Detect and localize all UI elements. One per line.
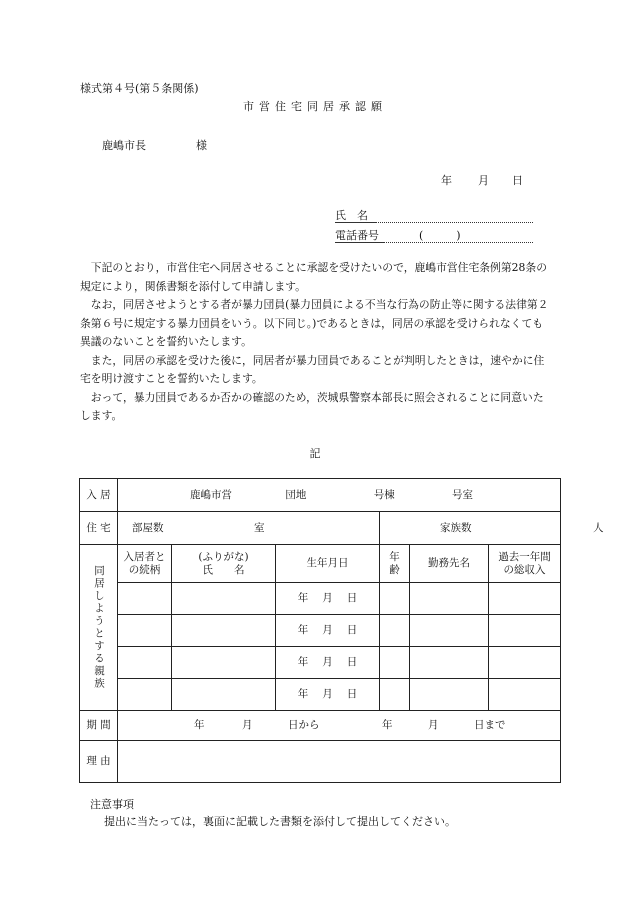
housing-label-2: 住 宅 (80, 512, 118, 545)
period-month-1: 月 (242, 719, 253, 731)
col-birth: 生年月日 (276, 545, 380, 583)
applicant-phone-paren: ( ) (419, 229, 461, 242)
period-until: 日まで (474, 719, 506, 731)
birth-cell[interactable]: 年 月 日 (276, 679, 380, 711)
applicant-name-label: 氏 名 (335, 209, 368, 222)
applicant-phone-field[interactable] (383, 242, 533, 243)
period-label: 期 間 (80, 711, 118, 741)
name-label-underline (335, 222, 375, 223)
date-year[interactable]: 年 (441, 174, 452, 187)
col-name (172, 545, 276, 583)
birth-cell[interactable]: 年 月 日 (276, 615, 380, 647)
body-paragraph-3: また，同居の承認を受けた後に，同居者が暴力団員であることが判明したときは，速やかに住宅を明け渡すことを誓約いたします。 (80, 353, 545, 385)
table-row (80, 583, 561, 615)
table-row (80, 615, 561, 647)
form-number: 様式第４号(第５条関係) (80, 82, 199, 95)
phone-label-underline (335, 242, 383, 243)
document-title: 市営住宅同居承認願 (243, 100, 387, 113)
col-name-label: 氏 名 (202, 563, 245, 576)
family-cell[interactable] (380, 512, 604, 545)
body-paragraph-1: 下記のとおり，市営住宅へ同居させることに承認を受けたいので，鹿嶋市営住宅条例第28条の規定により，関係書類を添付して申請します。 (80, 261, 547, 293)
housing-goto: 号棟 (373, 488, 395, 501)
period-cell[interactable] (118, 711, 561, 741)
body-paragraph-4: おって，暴力団員であるか否かの確認のため，茨城県警察本部長に照会されることに同意いたします。 (80, 390, 544, 422)
period-year-2: 年 (382, 719, 393, 731)
col-work: 勤務先名 (410, 545, 489, 583)
housing-address[interactable] (118, 479, 561, 512)
col-income: 過去一年間の総収入 (489, 545, 561, 583)
period-month-2: 月 (428, 719, 439, 731)
reason-field[interactable] (118, 741, 561, 783)
body-text (80, 259, 550, 426)
rooms-cell[interactable] (118, 512, 380, 545)
period-from: 日から (288, 719, 320, 731)
notes-text: 提出に当たっては，裏面に記載した書類を添付して提出してください。 (104, 815, 456, 828)
relatives-label: 同居しようとする親族 (93, 565, 105, 690)
family-label: 家族数 (440, 522, 472, 534)
rooms-unit: 室 (254, 522, 265, 534)
housing-city: 鹿嶋市営 (190, 488, 232, 501)
body-paragraph-2: なお，同居させようとする者が暴力団員(暴力団員による不当な行為の防止等に関する法律第２条第６号に規定する暴力団員をいう。以下同じ。)であるときは，同居の承認を受けられなくても異議のないことを誓約いたします。 (80, 298, 549, 348)
housing-label-1: 入 居 (80, 479, 118, 512)
applicant-name-field[interactable] (375, 222, 533, 223)
col-furigana: (ふりがな) (198, 550, 249, 563)
col-relation: 入居者との続柄 (118, 545, 172, 583)
housing-goshitsu: 号室 (452, 488, 474, 501)
birth-cell[interactable]: 年 月 日 (276, 647, 380, 679)
date-month[interactable]: 月 (478, 174, 489, 187)
rooms-label: 部屋数 (132, 522, 164, 534)
col-age: 年齢 (380, 545, 410, 583)
table-row (80, 647, 561, 679)
family-unit: 人 (593, 522, 604, 534)
date-day[interactable]: 日 (512, 174, 523, 187)
table-row (80, 679, 561, 711)
applicant-phone-label: 電話番号 (335, 229, 379, 242)
application-table (79, 478, 604, 783)
birth-cell[interactable]: 年 月 日 (276, 583, 380, 615)
addressee-honorific: 様 (196, 139, 207, 152)
reason-label: 理 由 (80, 741, 118, 783)
housing-danchi: 団地 (285, 488, 307, 501)
notes-heading: 注意事項 (90, 798, 134, 811)
relatives-label-cell (80, 545, 118, 711)
period-year-1: 年 (194, 719, 205, 731)
ki-heading: 記 (309, 447, 321, 460)
addressee: 鹿嶋市長 (102, 139, 146, 152)
